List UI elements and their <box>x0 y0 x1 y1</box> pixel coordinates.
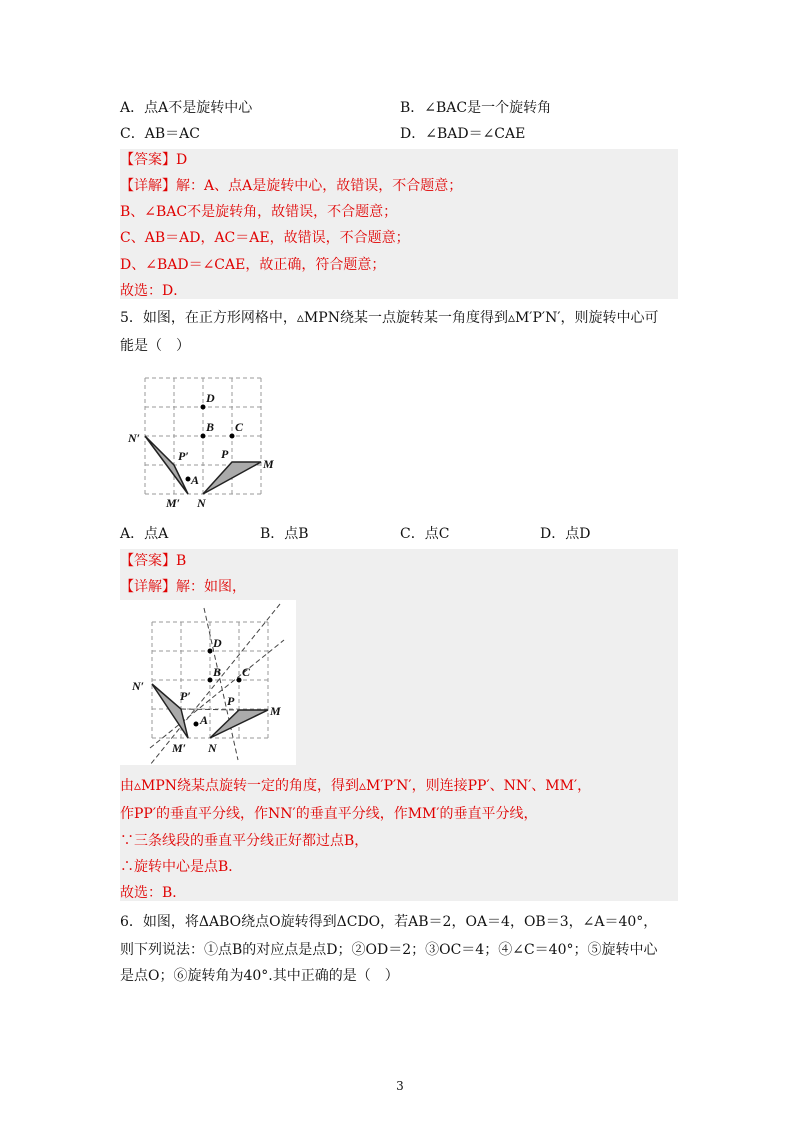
q5-solution-line-4: ∴旋转中心是点B． <box>120 859 243 875</box>
q4-option-b: B．∠BAC是一个旋转角 <box>400 100 552 116</box>
q5-grid-figure <box>120 372 280 512</box>
point-d <box>201 405 206 410</box>
q5-option-d: D．点D <box>540 526 591 542</box>
label-d: D <box>213 636 222 650</box>
q4-option-a: A．点A不是旋转中心 <box>120 100 253 116</box>
q4-detail-c: C、AB＝AD，AC＝AE，故错误，不合题意； <box>120 230 410 246</box>
q5-stem-line-2: 能是（ ） <box>120 338 190 354</box>
q5-detail: 【详解】解：如图， <box>120 579 246 595</box>
point-c <box>237 678 242 683</box>
q5-stem-line-1: 5．如图，在正方形网格中，▵MPN绕某一点旋转某一角度得到▵M′P′N′，则旋转中心可 <box>120 310 659 326</box>
point-c <box>230 434 235 439</box>
label-m: M <box>263 457 274 471</box>
q5-solution-line-2: 作PP′的垂直平分线，作NN′的垂直平分线，作MM′的垂直平分线， <box>120 806 538 822</box>
q6-stem-line-2: 则下列说法：①点B的对应点是点D；②OD＝2；③OC＝4；④∠C＝40°；⑤旋转中心 <box>120 942 658 958</box>
point-a <box>186 477 191 482</box>
label-c: C <box>242 665 251 679</box>
label-p-prime: P′ <box>178 449 189 463</box>
q5-option-b: B．点B <box>260 526 309 542</box>
point-d <box>208 649 213 654</box>
label-d: D <box>206 391 215 405</box>
label-p-prime: P′ <box>180 689 191 703</box>
point-a <box>194 722 199 727</box>
q5-answer: 【答案】B <box>120 553 187 569</box>
label-b: B <box>213 665 222 679</box>
triangle-mpn <box>203 462 261 494</box>
label-a: A <box>191 473 200 487</box>
q4-option-d: D．∠BAD＝∠CAE <box>400 126 526 142</box>
q5-solution-figure <box>120 600 296 765</box>
q4-detail-d: D、∠BAD＝∠CAE，故正确，符合题意； <box>120 257 386 273</box>
point-b <box>201 434 206 439</box>
q6-stem-line-1: 6．如图，将ΔABO绕点O旋转得到ΔCDO，若AB＝2，OA＝4，OB＝3，∠A＝40°， <box>120 914 658 930</box>
label-m-prime: M′ <box>172 741 187 755</box>
label-n: N <box>197 496 206 510</box>
label-n-prime: N′ <box>132 679 145 693</box>
q4-answer: 【答案】D <box>120 152 188 168</box>
point-b <box>208 678 213 683</box>
label-m-prime: M′ <box>166 496 181 510</box>
label-m: M <box>270 704 281 718</box>
label-n: N <box>208 741 217 755</box>
label-c: C <box>235 420 244 434</box>
label-a: A <box>200 713 209 727</box>
label-p: P <box>227 694 235 708</box>
q5-solution-line-3: ∵三条线段的垂直平分线正好都过点B， <box>120 833 369 849</box>
q5-solution-line-1: 由▵MPN绕某点旋转一定的角度，得到▵M′P′N′，则连接PP′、NN′、MM′， <box>120 778 592 794</box>
q4-detail-b: B、∠BAC不是旋转角，故错误，不合题意； <box>120 204 398 220</box>
page-number: 3 <box>396 1079 404 1093</box>
q5-option-a: A．点A <box>120 526 169 542</box>
label-n-prime: N′ <box>128 431 141 445</box>
q4-conclusion: 故选：D． <box>120 283 188 299</box>
q4-option-c: C．AB＝AC <box>120 126 200 142</box>
q5-conclusion: 故选：B． <box>120 885 187 901</box>
q5-option-c: C．点C <box>400 526 450 542</box>
label-b: B <box>206 420 215 434</box>
q4-answer-block <box>120 149 678 299</box>
q4-detail-a: 【详解】解：A、点A是旋转中心，故错误，不合题意； <box>120 178 463 194</box>
q6-stem-line-3: 是点O；⑥旋转角为40°.其中正确的是（ ） <box>120 968 399 984</box>
label-p: P <box>221 447 229 461</box>
